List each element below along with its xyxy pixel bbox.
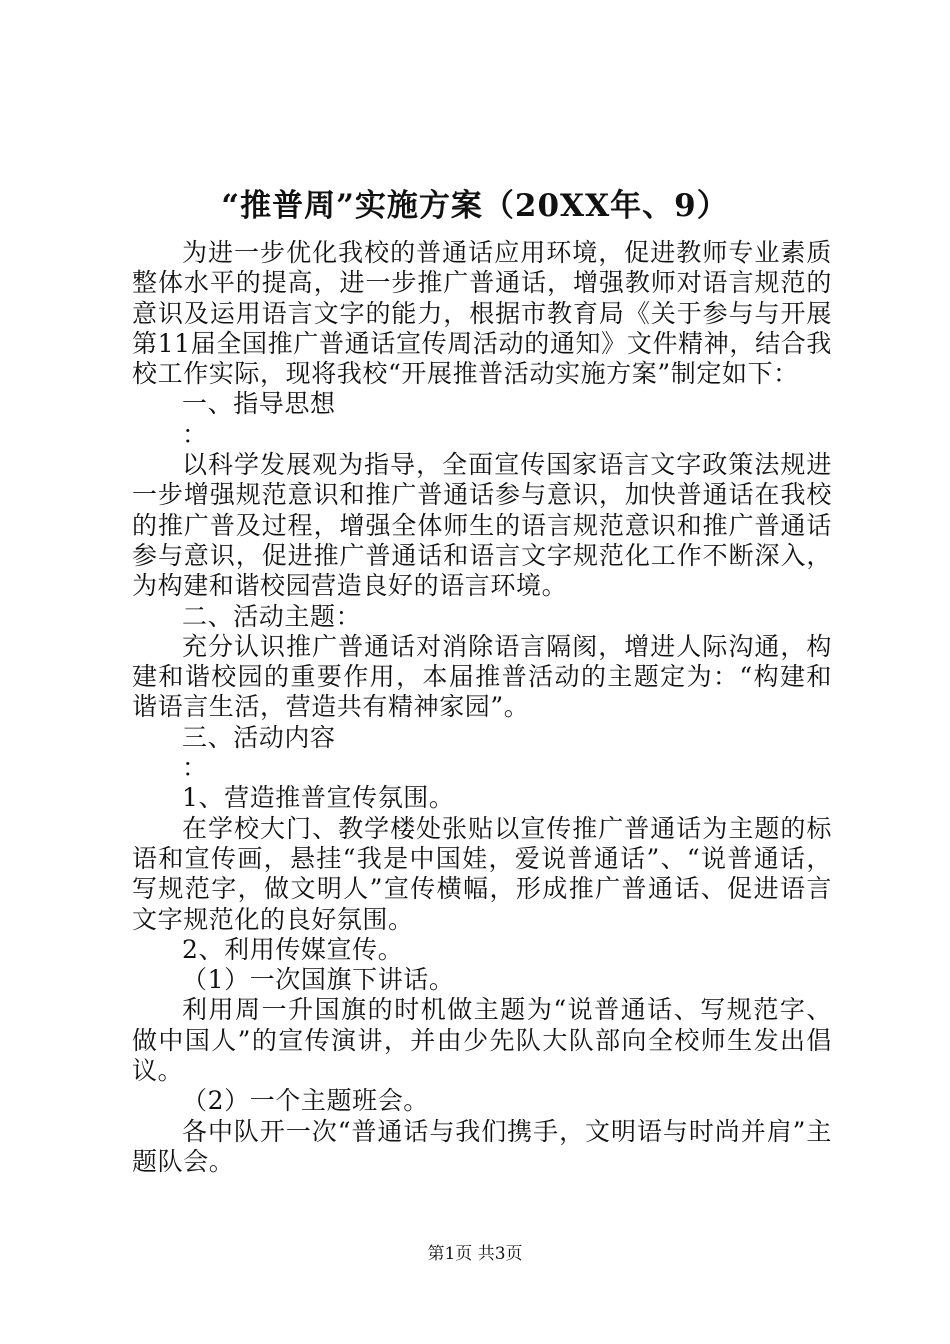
subsection-heading-media: 2、利用传媒宣传。	[182, 934, 404, 964]
colon-line: ：	[182, 753, 208, 783]
section-heading-guiding-ideology: 一、指导思想	[182, 389, 336, 419]
colon-line: ：	[182, 419, 208, 449]
subsection-heading-atmosphere: 1、营造推普宣传氛围。	[182, 783, 455, 813]
flag-speech-paragraph: 利用周一升国旗的时机做主题为“说普通话、写规范字、做中国人”的宣传演讲，并由少先队大队部向全校师生发出倡议。	[132, 995, 832, 1086]
document-title: “推普周”实施方案（20XX年、9）	[221, 188, 729, 224]
class-meeting-paragraph: 各中队开一次“普通话与我们携手，文明语与时尚并肩”主题队会。	[132, 1116, 832, 1176]
theme-paragraph: 充分认识推广普通话对消除语言隔阂，增进人际沟通，构建和谐校园的重要作用，本届推普活动的主题定为：“构建和谐语言生活，营造共有精神家园”。	[132, 631, 832, 722]
section-heading-theme: 二、活动主题：	[182, 601, 362, 631]
document-body	[132, 238, 832, 1177]
guiding-ideology-paragraph: 以科学发展观为指导，全面宣传国家语言文字政策法规进一步增强规范意识和推广普通话参与意识，加快普通话在我校的推广普及过程，增强全体师生的语言规范意识和推广普通话参与意识，促进推广普通话和语言文字规范化工作不断深入，为构建和谐校园营造良好的语言环境。	[132, 450, 832, 601]
section-heading-content: 三、活动内容	[182, 722, 336, 752]
item-heading-flag-speech: （1）一次国旗下讲话。	[182, 965, 455, 995]
page-number-footer: 第1页 共3页	[427, 1244, 523, 1264]
intro-paragraph: 为进一步优化我校的普通话应用环境，促进教师专业素质整体水平的提高，进一步推广普通话，增强教师对语言规范的意识及运用语言文字的能力，根据市教育局《关于参与与开展第11届全国推广普通话宣传周活动的通知》文件精神，结合我校工作实际，现将我校“开展推普活动实施方案”制定如下：	[132, 238, 832, 389]
item-heading-class-meeting: （2）一个主题班会。	[182, 1086, 429, 1116]
atmosphere-paragraph: 在学校大门、教学楼处张贴以宣传推广普通话为主题的标语和宣传画，悬挂“我是中国娃，爱说普通话”、“说普通话，写规范字，做文明人”宣传横幅，形成推广普通话、促进语言文字规范化的良好氛围。	[132, 813, 832, 934]
